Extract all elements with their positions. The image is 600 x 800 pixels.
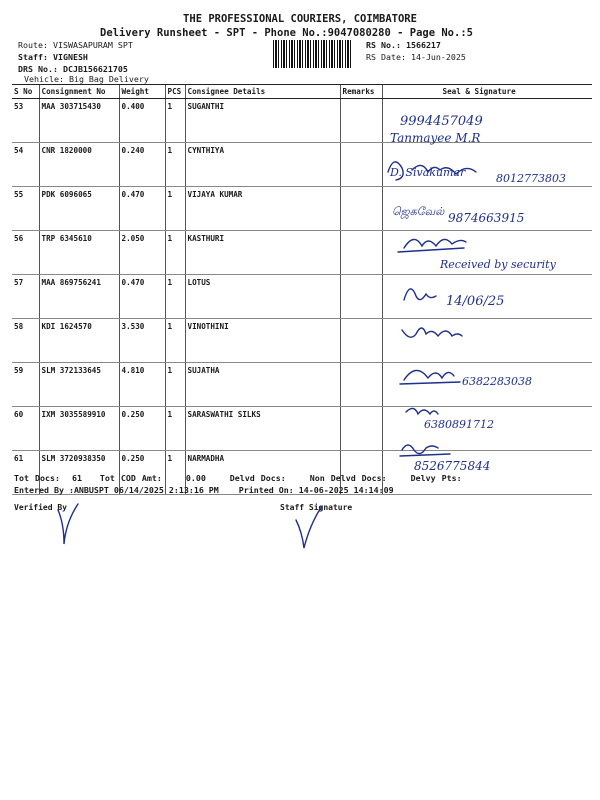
cell-remarks <box>340 407 382 451</box>
runsheet-table <box>12 84 592 495</box>
cell-consignment: KDI 1624570 <box>39 319 119 363</box>
drs-number: DRS No.: DCJB156621705 <box>18 64 128 74</box>
hw-phone-61: 8526775844 <box>414 459 491 473</box>
cell-pcs: 1 <box>165 187 185 231</box>
staff-tick-mark <box>296 506 322 548</box>
cell-pcs: 1 <box>165 407 185 451</box>
cell-consignee: NARMADHA <box>185 451 340 495</box>
cell-consignee: VINOTHINI <box>185 319 340 363</box>
runsheet-subtitle: Delivery Runsheet - SPT - Phone No.:9047080280 - Page No.:5 <box>100 27 473 39</box>
entered-by-line: Entered By :ANBUSPT 06/14/2025 2:13:16 PM Printed On: 14-06-2025 14:14:09 <box>14 485 394 495</box>
hw-name-53: Tanmayee M.R <box>390 131 481 145</box>
hw-name-55: ஜெகவேல் <box>392 205 445 218</box>
table-row <box>12 231 592 275</box>
cell-weight: 0.400 <box>119 99 165 143</box>
cell-sno: 54 <box>12 143 39 187</box>
route-label: Route: VISWASAPURAM SPT <box>18 40 133 50</box>
cell-remarks <box>340 143 382 187</box>
col-sno: S No <box>12 85 39 99</box>
verified-by-label: Verified By <box>14 503 67 512</box>
rs-number: RS No.: 1566217 <box>366 40 441 50</box>
hw-date-57: 14/06/25 <box>446 294 505 309</box>
vehicle-label: Vehicle: Big Bag Delivery <box>24 74 149 84</box>
table-row <box>12 187 592 231</box>
table-row <box>12 407 592 451</box>
cell-pcs: 1 <box>165 319 185 363</box>
cell-remarks <box>340 319 382 363</box>
cell-sno: 56 <box>12 231 39 275</box>
cell-remarks <box>340 231 382 275</box>
hw-phone-59: 6382283038 <box>462 375 532 388</box>
staff-signature-label: Staff Signature <box>280 503 353 512</box>
rs-date: RS Date: 14-Jun-2025 <box>366 52 466 62</box>
cell-remarks <box>340 363 382 407</box>
table-row <box>12 363 592 407</box>
cell-consignment: CNR 1820000 <box>39 143 119 187</box>
cell-signature <box>382 363 592 407</box>
cell-pcs: 1 <box>165 99 185 143</box>
cell-weight: 0.470 <box>119 187 165 231</box>
cell-remarks <box>340 187 382 231</box>
cell-consignment: SLM 372133645 <box>39 363 119 407</box>
cell-consignee: KASTHURI <box>185 231 340 275</box>
hw-phone-53: 9994457049 <box>400 114 483 129</box>
cell-signature <box>382 143 592 187</box>
hw-phone-54: 8012773803 <box>496 172 566 185</box>
cell-sno: 61 <box>12 451 39 495</box>
cell-consignee: SUGANTHI <box>185 99 340 143</box>
cell-weight: 4.810 <box>119 363 165 407</box>
cell-consignment: MAA 869756241 <box>39 275 119 319</box>
cell-weight: 2.050 <box>119 231 165 275</box>
cell-signature <box>382 275 592 319</box>
cell-signature <box>382 407 592 451</box>
cell-weight: 0.470 <box>119 275 165 319</box>
cell-pcs: 1 <box>165 451 185 495</box>
cell-weight: 3.530 <box>119 319 165 363</box>
cell-consignment: PDK 6096065 <box>39 187 119 231</box>
cell-signature <box>382 319 592 363</box>
cell-sno: 53 <box>12 99 39 143</box>
hw-phone-55: 9874663915 <box>448 211 525 225</box>
staff-label: Staff: VIGNESH <box>18 52 88 62</box>
col-weight: Weight <box>119 85 165 99</box>
cell-pcs: 1 <box>165 231 185 275</box>
totals-line: Tot Docs: 61 Tot COD Amt: 0.00 Delvd Docs: Non Delvd Docs: Delvy Pts: <box>14 473 462 483</box>
col-pcs: PCS <box>165 85 185 99</box>
table-row <box>12 143 592 187</box>
table-header-row <box>12 85 592 99</box>
cell-pcs: 1 <box>165 363 185 407</box>
cell-consignee: SARASWATHI SILKS <box>185 407 340 451</box>
cell-remarks <box>340 99 382 143</box>
cell-consignment: MAA 303715430 <box>39 99 119 143</box>
cell-signature <box>382 231 592 275</box>
cell-sno: 59 <box>12 363 39 407</box>
cell-signature <box>382 187 592 231</box>
col-remarks: Remarks <box>340 85 382 99</box>
cell-weight: 0.250 <box>119 407 165 451</box>
hw-phone-60: 6380891712 <box>424 418 494 431</box>
hw-name-54: D. Sivakumar <box>390 166 466 179</box>
cell-consignee: VIJAYA KUMAR <box>185 187 340 231</box>
cell-consignee: CYNTHIYA <box>185 143 340 187</box>
cell-signature <box>382 99 592 143</box>
table-row <box>12 275 592 319</box>
cell-consignment: TRP 6345610 <box>39 231 119 275</box>
cell-consignee: LOTUS <box>185 275 340 319</box>
cell-pcs: 1 <box>165 275 185 319</box>
cell-consignment: SLM 3720938350 <box>39 451 119 495</box>
cell-pcs: 1 <box>165 143 185 187</box>
cell-weight: 0.250 <box>119 451 165 495</box>
cell-consignee: SUJATHA <box>185 363 340 407</box>
cell-weight: 0.240 <box>119 143 165 187</box>
cell-sno: 60 <box>12 407 39 451</box>
cell-sno: 55 <box>12 187 39 231</box>
col-consignment: Consignment No <box>39 85 119 99</box>
cell-consignment: IXM 3035589910 <box>39 407 119 451</box>
col-consignee: Consignee Details <box>185 85 340 99</box>
table-row <box>12 319 592 363</box>
cell-sno: 58 <box>12 319 39 363</box>
cell-remarks <box>340 275 382 319</box>
table-row <box>12 99 592 143</box>
col-signature: Seal & Signature <box>382 85 592 99</box>
company-title: THE PROFESSIONAL COURIERS, COIMBATORE <box>183 13 417 25</box>
hw-note-56: Received by security <box>440 258 556 271</box>
cell-sno: 57 <box>12 275 39 319</box>
barcode <box>273 40 353 68</box>
